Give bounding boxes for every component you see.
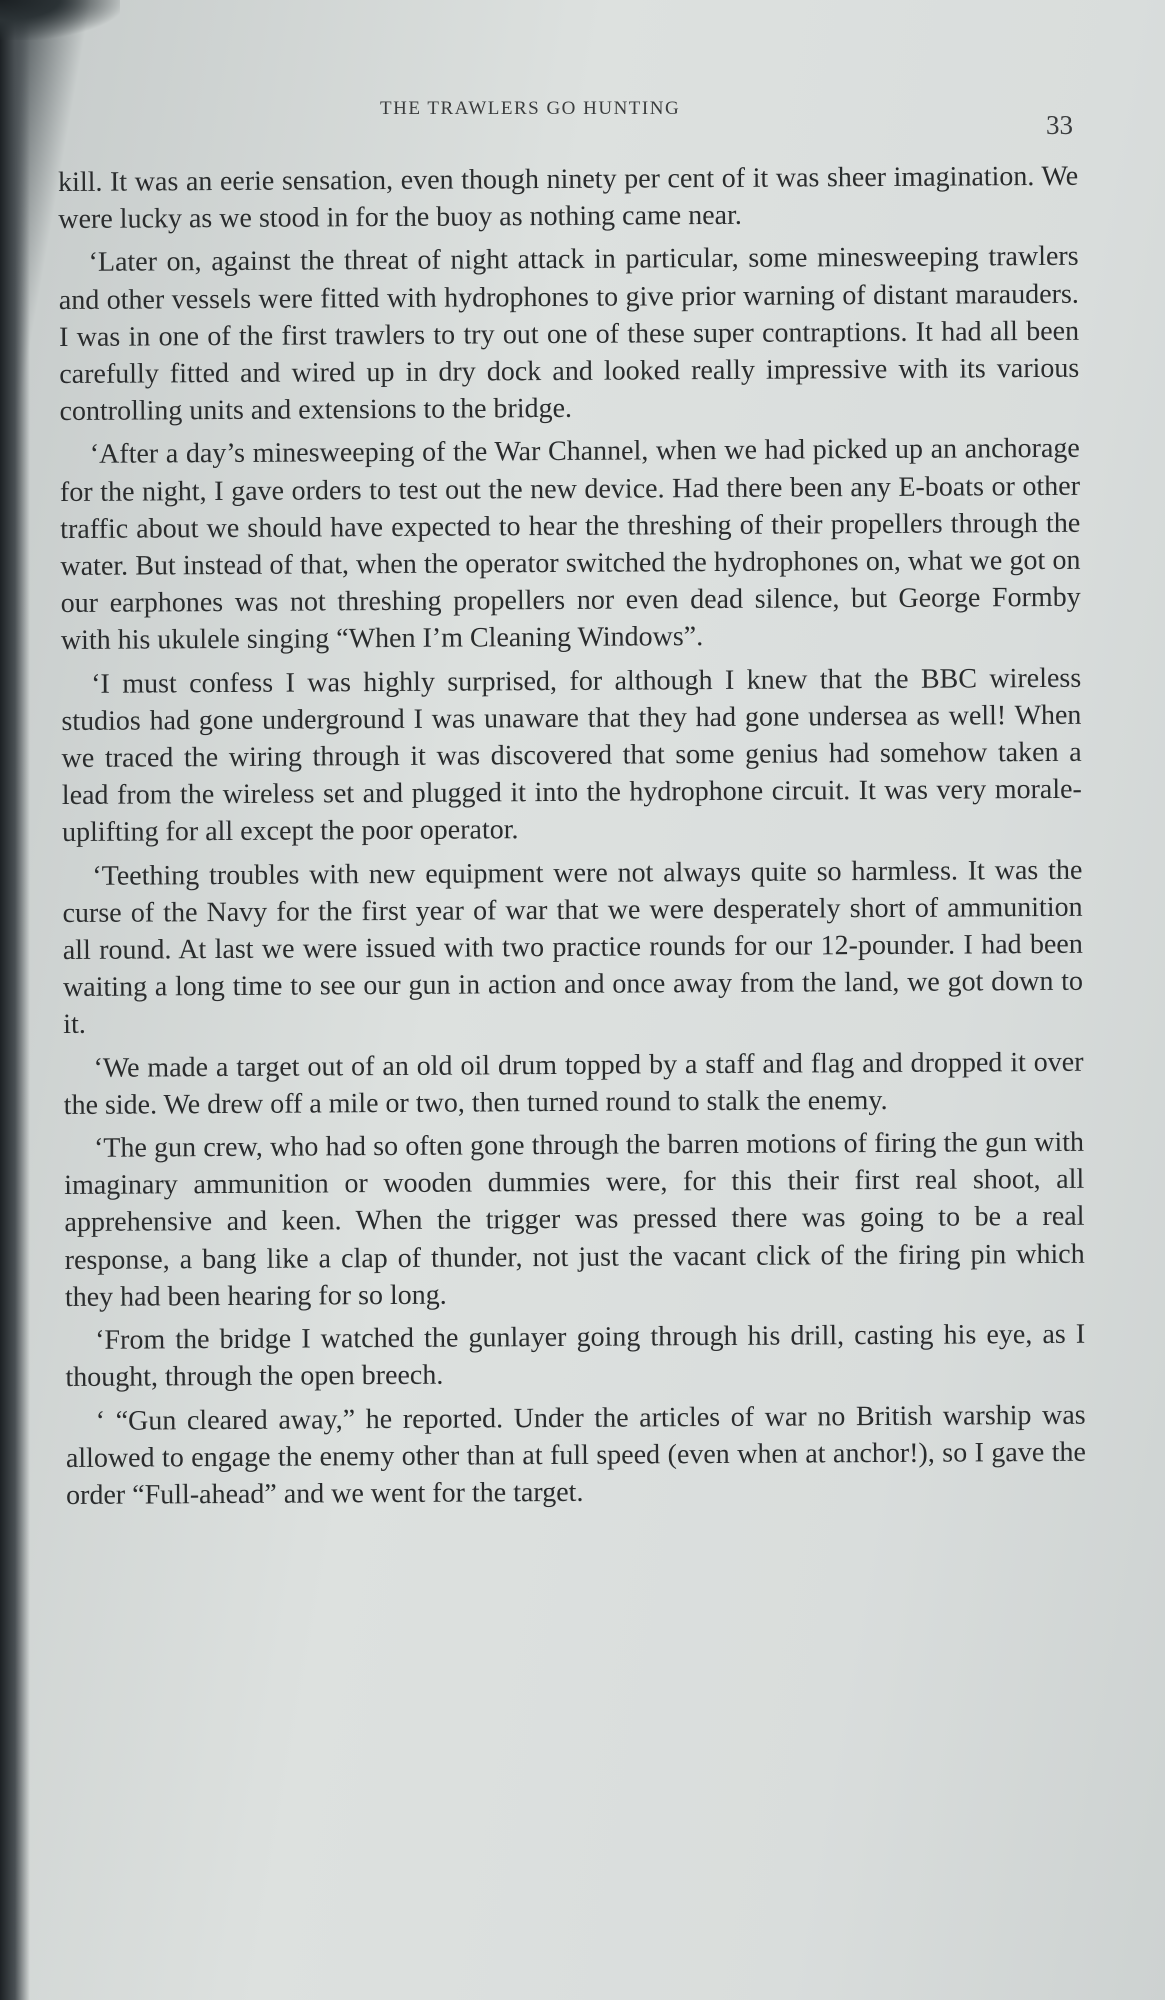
page-header — [58, 78, 1088, 156]
paragraph: ‘We made a target out of an old oil drum topped by a staff and flag and dropped it over the side. We drew off a mile or two, then turned round to stalk the enemy. — [63, 1046, 1084, 1121]
paragraph: ‘After a day’s minesweeping of the War Channel, when we had picked up an anchorage for the night, I gave orders to test out the new device. Had there been any E-boats or other traffic about we should have expected to hear the threshing of their propellers through the water. But instead of that, when the operator switched the hydrophones on, what we got on our earphones was not threshing propellers nor even dead silence, but George Formby with his ukulele singing “When I’m Cleaning Windows”. — [59, 433, 1081, 657]
page-number: 33 — [1046, 110, 1073, 140]
paragraph: ‘Later on, against the threat of night attack in particular, some minesweeping trawlers and other vessels were fitted with hydrophones to give prior warning of distant marauders. I was in one of the first trawlers to try out one of these super contraptions. It had all been carefully fitted and wired up in dry dock and looked really impressive with its various controlling units and extensions to the bridge. — [58, 241, 1080, 428]
body-text — [58, 158, 1086, 1514]
paragraph: ‘ “Gun cleared away,” he reported. Under the articles of war no British warship was allowed to engage the enemy other than at full speed (even when at anchor!), so I gave the order “Full-ahead” and we went for the target. — [65, 1399, 1086, 1511]
running-head: THE TRAWLERS GO HUNTING — [380, 98, 681, 119]
paragraph: ‘From the bridge I watched the gunlayer going through his drill, casting his eye, as I thought, through the open breech. — [65, 1318, 1086, 1394]
paragraph: ‘The gun crew, who had so often gone through the barren motions of firing the gun with imaginary ammunition or wooden dummies were, for this their first real shoot, all apprehensive and keen. When the trigger was pressed there was going to be a real response, a bang like a clap of thunder, not just the vacant click of the firing pin which they had been hearing for so long. — [64, 1126, 1085, 1313]
paragraph: ‘I must confess I was highly surprised, for although I knew that the BBC wireless studios had gone underground I was unaware that they had gone undersea as well! When we traced the wiring through it was discovered that some genius had somehow taken a lead from the wireless set and plugged it into the hydrophone circuit. It was very morale-uplifting for all except the poor operator. — [61, 662, 1082, 849]
paragraph: kill. It was an eerie sensation, even though ninety per cent of it was sheer imagination. We were lucky as we stood in for the buoy as nothing came near. — [58, 160, 1079, 236]
paragraph: ‘Teething troubles with new equipment were not always quite so harmless. It was the curse of the Navy for the first year of war that we were desperately short of ammunition all round. At last we were issued with two practice rounds for our 12-pounder. I had been waiting a long time to see our gun in action and once away from the land, we got down to it. — [62, 854, 1084, 1041]
page-gutter-shadow — [0, 0, 30, 2000]
page-corner-shadow — [0, 0, 120, 40]
book-page — [58, 78, 1088, 1958]
